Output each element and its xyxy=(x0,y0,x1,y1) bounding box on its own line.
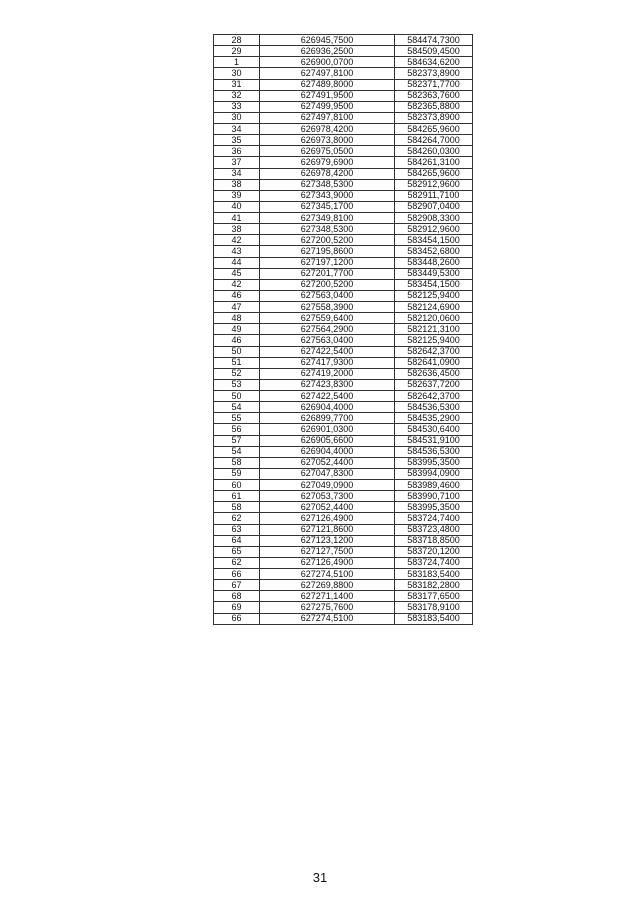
y-coordinate-cell: 582125,9400 xyxy=(395,290,473,301)
point-number-cell: 49 xyxy=(214,324,260,335)
y-coordinate-cell: 584634,6200 xyxy=(395,57,473,68)
x-coordinate-cell: 627274,5100 xyxy=(260,613,395,624)
y-coordinate-cell: 583182,2800 xyxy=(395,580,473,591)
x-coordinate-cell: 626901,0300 xyxy=(260,424,395,435)
x-coordinate-cell: 627497,8100 xyxy=(260,112,395,123)
point-number-cell: 58 xyxy=(214,457,260,468)
y-coordinate-cell: 582642,3700 xyxy=(395,391,473,402)
x-coordinate-cell: 627558,3900 xyxy=(260,302,395,313)
point-number-cell: 36 xyxy=(214,146,260,157)
y-coordinate-cell: 583177,6500 xyxy=(395,591,473,602)
x-coordinate-cell: 627559,6400 xyxy=(260,313,395,324)
point-number-cell: 65 xyxy=(214,546,260,557)
x-coordinate-cell: 627497,8100 xyxy=(260,68,395,79)
x-coordinate-cell: 627563,0400 xyxy=(260,335,395,346)
point-number-cell: 69 xyxy=(214,602,260,613)
y-coordinate-cell: 583183,5400 xyxy=(395,569,473,580)
point-number-cell: 68 xyxy=(214,591,260,602)
y-coordinate-cell: 582373,8900 xyxy=(395,112,473,123)
point-number-cell: 50 xyxy=(214,346,260,357)
coordinates-table-body xyxy=(214,35,473,625)
y-coordinate-cell: 583723,4800 xyxy=(395,524,473,535)
x-coordinate-cell: 627499,9500 xyxy=(260,101,395,112)
table-row xyxy=(214,35,473,46)
table-row xyxy=(214,546,473,557)
point-number-cell: 38 xyxy=(214,224,260,235)
x-coordinate-cell: 626904,4000 xyxy=(260,402,395,413)
point-number-cell: 57 xyxy=(214,435,260,446)
point-number-cell: 28 xyxy=(214,35,260,46)
point-number-cell: 33 xyxy=(214,101,260,112)
point-number-cell: 58 xyxy=(214,502,260,513)
x-coordinate-cell: 627423,8300 xyxy=(260,379,395,390)
table-row xyxy=(214,335,473,346)
table-row xyxy=(214,190,473,201)
table-row xyxy=(214,468,473,479)
point-number-cell: 66 xyxy=(214,569,260,580)
coordinates-table xyxy=(213,34,473,625)
table-row xyxy=(214,391,473,402)
x-coordinate-cell: 626936,2500 xyxy=(260,46,395,57)
table-row xyxy=(214,524,473,535)
y-coordinate-cell: 582121,3100 xyxy=(395,324,473,335)
x-coordinate-cell: 626975,0500 xyxy=(260,146,395,157)
y-coordinate-cell: 583449,5300 xyxy=(395,268,473,279)
y-coordinate-cell: 583989,4600 xyxy=(395,480,473,491)
y-coordinate-cell: 583183,5400 xyxy=(395,613,473,624)
point-number-cell: 32 xyxy=(214,90,260,101)
x-coordinate-cell: 627047,8300 xyxy=(260,468,395,479)
x-coordinate-cell: 627275,7600 xyxy=(260,602,395,613)
point-number-cell: 55 xyxy=(214,413,260,424)
x-coordinate-cell: 627274,5100 xyxy=(260,569,395,580)
x-coordinate-cell: 627422,5400 xyxy=(260,346,395,357)
point-number-cell: 64 xyxy=(214,535,260,546)
table-row xyxy=(214,346,473,357)
point-number-cell: 48 xyxy=(214,313,260,324)
y-coordinate-cell: 583724,7400 xyxy=(395,557,473,568)
x-coordinate-cell: 627126,4900 xyxy=(260,513,395,524)
point-number-cell: 45 xyxy=(214,268,260,279)
y-coordinate-cell: 582912,9600 xyxy=(395,224,473,235)
y-coordinate-cell: 582124,6900 xyxy=(395,302,473,313)
x-coordinate-cell: 627053,7300 xyxy=(260,491,395,502)
table-row xyxy=(214,168,473,179)
table-row xyxy=(214,124,473,135)
table-row xyxy=(214,46,473,57)
table-row xyxy=(214,435,473,446)
table-row xyxy=(214,480,473,491)
table-row xyxy=(214,413,473,424)
x-coordinate-cell: 627201,7700 xyxy=(260,268,395,279)
table-row xyxy=(214,313,473,324)
table-row xyxy=(214,491,473,502)
y-coordinate-cell: 582373,8900 xyxy=(395,68,473,79)
x-coordinate-cell: 627197,1200 xyxy=(260,257,395,268)
table-row xyxy=(214,235,473,246)
table-row xyxy=(214,79,473,90)
y-coordinate-cell: 583454,1500 xyxy=(395,235,473,246)
point-number-cell: 35 xyxy=(214,135,260,146)
table-row xyxy=(214,569,473,580)
table-row xyxy=(214,290,473,301)
x-coordinate-cell: 627348,5300 xyxy=(260,224,395,235)
x-coordinate-cell: 627269,8800 xyxy=(260,580,395,591)
y-coordinate-cell: 583452,6800 xyxy=(395,246,473,257)
y-coordinate-cell: 583448,2600 xyxy=(395,257,473,268)
y-coordinate-cell: 584264,7000 xyxy=(395,135,473,146)
y-coordinate-cell: 583995,3500 xyxy=(395,502,473,513)
table-row xyxy=(214,179,473,190)
y-coordinate-cell: 583720,1200 xyxy=(395,546,473,557)
y-coordinate-cell: 582641,0900 xyxy=(395,357,473,368)
table-row xyxy=(214,324,473,335)
table-row xyxy=(214,457,473,468)
x-coordinate-cell: 627343,9000 xyxy=(260,190,395,201)
x-coordinate-cell: 627345,1700 xyxy=(260,201,395,212)
point-number-cell: 67 xyxy=(214,580,260,591)
table-row xyxy=(214,268,473,279)
table-row xyxy=(214,580,473,591)
table-row xyxy=(214,68,473,79)
y-coordinate-cell: 583994,0900 xyxy=(395,468,473,479)
point-number-cell: 34 xyxy=(214,124,260,135)
point-number-cell: 63 xyxy=(214,524,260,535)
x-coordinate-cell: 627052,4400 xyxy=(260,502,395,513)
table-row xyxy=(214,535,473,546)
table-row xyxy=(214,57,473,68)
x-coordinate-cell: 627348,5300 xyxy=(260,179,395,190)
y-coordinate-cell: 584265,9600 xyxy=(395,168,473,179)
x-coordinate-cell: 627195,8600 xyxy=(260,246,395,257)
y-coordinate-cell: 582636,4500 xyxy=(395,368,473,379)
x-coordinate-cell: 627564,2900 xyxy=(260,324,395,335)
x-coordinate-cell: 626978,4200 xyxy=(260,168,395,179)
point-number-cell: 30 xyxy=(214,112,260,123)
point-number-cell: 62 xyxy=(214,513,260,524)
table-row xyxy=(214,446,473,457)
point-number-cell: 52 xyxy=(214,368,260,379)
table-row xyxy=(214,502,473,513)
table-row xyxy=(214,246,473,257)
y-coordinate-cell: 584536,5300 xyxy=(395,446,473,457)
point-number-cell: 51 xyxy=(214,357,260,368)
y-coordinate-cell: 584536,5300 xyxy=(395,402,473,413)
point-number-cell: 34 xyxy=(214,168,260,179)
y-coordinate-cell: 584261,3100 xyxy=(395,157,473,168)
y-coordinate-cell: 584531,9100 xyxy=(395,435,473,446)
y-coordinate-cell: 583995,3500 xyxy=(395,457,473,468)
point-number-cell: 46 xyxy=(214,335,260,346)
x-coordinate-cell: 627563,0400 xyxy=(260,290,395,301)
y-coordinate-cell: 583990,7100 xyxy=(395,491,473,502)
y-coordinate-cell: 582908,3300 xyxy=(395,213,473,224)
point-number-cell: 54 xyxy=(214,446,260,457)
y-coordinate-cell: 582642,3700 xyxy=(395,346,473,357)
y-coordinate-cell: 582363,7600 xyxy=(395,90,473,101)
x-coordinate-cell: 627422,5400 xyxy=(260,391,395,402)
y-coordinate-cell: 582907,0400 xyxy=(395,201,473,212)
point-number-cell: 66 xyxy=(214,613,260,624)
y-coordinate-cell: 582912,9600 xyxy=(395,179,473,190)
point-number-cell: 61 xyxy=(214,491,260,502)
page-number: 31 xyxy=(312,870,328,885)
y-coordinate-cell: 583718,8500 xyxy=(395,535,473,546)
x-coordinate-cell: 627200,5200 xyxy=(260,279,395,290)
y-coordinate-cell: 582911,7100 xyxy=(395,190,473,201)
table-row xyxy=(214,513,473,524)
x-coordinate-cell: 626978,4200 xyxy=(260,124,395,135)
table-row xyxy=(214,257,473,268)
table-row xyxy=(214,213,473,224)
point-number-cell: 54 xyxy=(214,402,260,413)
y-coordinate-cell: 582365,8800 xyxy=(395,101,473,112)
x-coordinate-cell: 626899,7700 xyxy=(260,413,395,424)
point-number-cell: 53 xyxy=(214,379,260,390)
point-number-cell: 30 xyxy=(214,68,260,79)
x-coordinate-cell: 627417,9300 xyxy=(260,357,395,368)
y-coordinate-cell: 584265,9600 xyxy=(395,124,473,135)
table-row xyxy=(214,112,473,123)
x-coordinate-cell: 627121,8600 xyxy=(260,524,395,535)
table-row xyxy=(214,135,473,146)
x-coordinate-cell: 627491,9500 xyxy=(260,90,395,101)
point-number-cell: 44 xyxy=(214,257,260,268)
y-coordinate-cell: 582637,7200 xyxy=(395,379,473,390)
y-coordinate-cell: 583178,9100 xyxy=(395,602,473,613)
point-number-cell: 50 xyxy=(214,391,260,402)
point-number-cell: 38 xyxy=(214,179,260,190)
point-number-cell: 40 xyxy=(214,201,260,212)
y-coordinate-cell: 582125,9400 xyxy=(395,335,473,346)
point-number-cell: 43 xyxy=(214,246,260,257)
table-row xyxy=(214,279,473,290)
point-number-cell: 39 xyxy=(214,190,260,201)
x-coordinate-cell: 626945,7500 xyxy=(260,35,395,46)
table-row xyxy=(214,557,473,568)
point-number-cell: 60 xyxy=(214,480,260,491)
table-row xyxy=(214,146,473,157)
y-coordinate-cell: 584530,6400 xyxy=(395,424,473,435)
point-number-cell: 31 xyxy=(214,79,260,90)
point-number-cell: 62 xyxy=(214,557,260,568)
x-coordinate-cell: 627123,1200 xyxy=(260,535,395,546)
point-number-cell: 59 xyxy=(214,468,260,479)
table-row xyxy=(214,402,473,413)
table-row xyxy=(214,90,473,101)
x-coordinate-cell: 627271,1400 xyxy=(260,591,395,602)
table-row xyxy=(214,157,473,168)
table-row xyxy=(214,379,473,390)
table-row xyxy=(214,368,473,379)
point-number-cell: 1 xyxy=(214,57,260,68)
table-row xyxy=(214,613,473,624)
point-number-cell: 42 xyxy=(214,279,260,290)
table-row xyxy=(214,101,473,112)
x-coordinate-cell: 626905,6600 xyxy=(260,435,395,446)
x-coordinate-cell: 627200,5200 xyxy=(260,235,395,246)
x-coordinate-cell: 627349,8100 xyxy=(260,213,395,224)
x-coordinate-cell: 626904,4000 xyxy=(260,446,395,457)
x-coordinate-cell: 627052,4400 xyxy=(260,457,395,468)
table-row xyxy=(214,591,473,602)
x-coordinate-cell: 627419,2000 xyxy=(260,368,395,379)
y-coordinate-cell: 583724,7400 xyxy=(395,513,473,524)
y-coordinate-cell: 584509,4500 xyxy=(395,46,473,57)
x-coordinate-cell: 627126,4900 xyxy=(260,557,395,568)
y-coordinate-cell: 584474,7300 xyxy=(395,35,473,46)
x-coordinate-cell: 627489,8000 xyxy=(260,79,395,90)
x-coordinate-cell: 627049,0900 xyxy=(260,480,395,491)
table-row xyxy=(214,424,473,435)
table-row xyxy=(214,224,473,235)
point-number-cell: 56 xyxy=(214,424,260,435)
point-number-cell: 46 xyxy=(214,290,260,301)
table-row xyxy=(214,602,473,613)
y-coordinate-cell: 583454,1500 xyxy=(395,279,473,290)
y-coordinate-cell: 582120,0600 xyxy=(395,313,473,324)
point-number-cell: 42 xyxy=(214,235,260,246)
table-row xyxy=(214,357,473,368)
x-coordinate-cell: 626979,6900 xyxy=(260,157,395,168)
point-number-cell: 37 xyxy=(214,157,260,168)
point-number-cell: 29 xyxy=(214,46,260,57)
table-row xyxy=(214,302,473,313)
point-number-cell: 47 xyxy=(214,302,260,313)
point-number-cell: 41 xyxy=(214,213,260,224)
table-row xyxy=(214,201,473,212)
y-coordinate-cell: 584535,2900 xyxy=(395,413,473,424)
y-coordinate-cell: 582371,7700 xyxy=(395,79,473,90)
x-coordinate-cell: 627127,7500 xyxy=(260,546,395,557)
x-coordinate-cell: 626900,0700 xyxy=(260,57,395,68)
x-coordinate-cell: 626973,8000 xyxy=(260,135,395,146)
y-coordinate-cell: 584260,0300 xyxy=(395,146,473,157)
